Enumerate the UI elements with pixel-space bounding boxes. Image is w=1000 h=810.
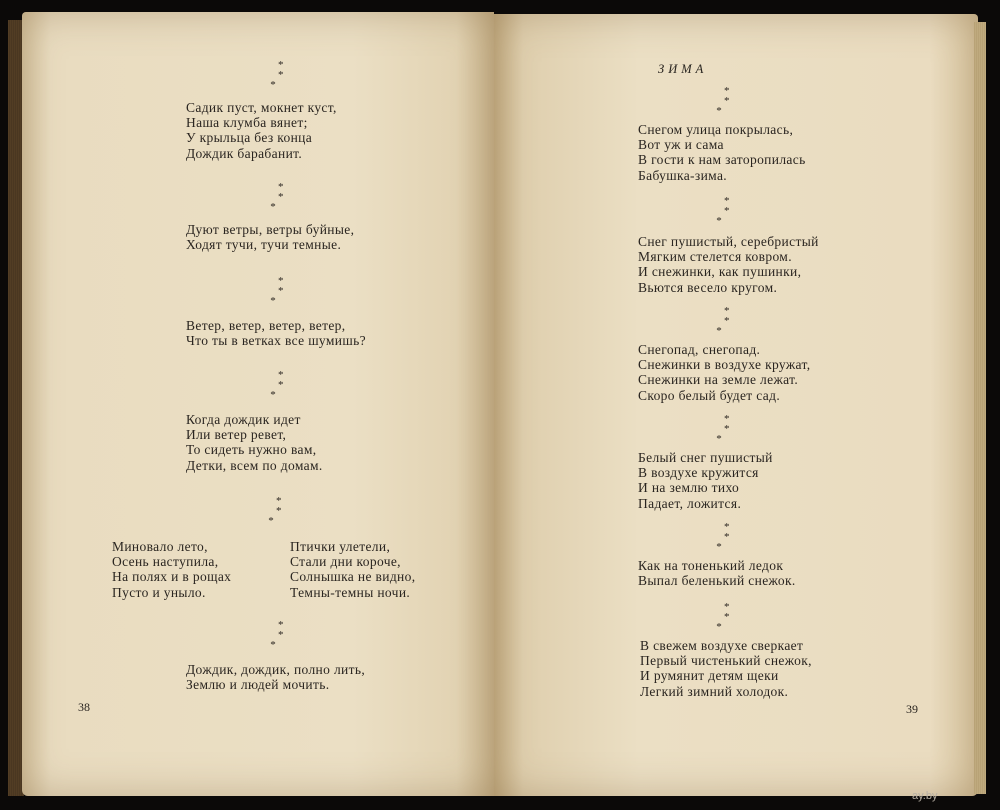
poem-line: Наша клумба вянет; bbox=[186, 115, 308, 131]
poem-line: Как на тоненький ледок bbox=[638, 558, 784, 573]
poem-line: Снегом улица покрылась, bbox=[638, 122, 794, 137]
stanza-left-5-col2 bbox=[290, 539, 415, 600]
stanza-left-1 bbox=[186, 100, 337, 161]
poem-line: Темны-темны ночи. bbox=[290, 584, 411, 600]
poem-line: Скоро белый будет сад. bbox=[638, 387, 781, 403]
poem-line: Снежинки в воздухе кружат, bbox=[638, 357, 811, 373]
stanza-separator: * * * bbox=[270, 619, 314, 651]
poem-line: Первый чистенький снежок, bbox=[640, 653, 812, 669]
poem-line: Легкий зимний холодок. bbox=[640, 683, 789, 699]
stanza-left-2 bbox=[186, 222, 354, 252]
poem-line: Осень наступила, bbox=[112, 554, 219, 570]
poem-line: Стали дни короче, bbox=[290, 554, 401, 570]
poem-line: Дождик, дождик, полно лить, bbox=[186, 662, 366, 677]
stanza-separator: * * * bbox=[716, 85, 760, 117]
poem-line: Солнышка не видно, bbox=[290, 569, 416, 585]
poem-line: Ходят тучи, тучи темные. bbox=[186, 237, 342, 253]
stanza-separator: * * * bbox=[716, 601, 760, 633]
poem-line: И румянит детям щеки bbox=[640, 668, 779, 684]
page-number-left: 38 bbox=[78, 700, 90, 714]
poem-line: Пусто и уныло. bbox=[112, 584, 206, 600]
poem-line: Вот уж и сама bbox=[638, 137, 724, 153]
stanza-left-4 bbox=[186, 412, 323, 473]
poem-line: Снежинки на земле лежат. bbox=[638, 372, 799, 388]
poem-line: В гости к нам заторопилась bbox=[638, 152, 806, 168]
poem-line: Дождик барабанит. bbox=[186, 145, 303, 161]
poem-line: И на землю тихо bbox=[638, 480, 740, 496]
poem-line: В свежем воздухе сверкает bbox=[640, 638, 804, 653]
poem-line: Землю и людей мочить. bbox=[186, 677, 330, 693]
poem-line: В воздухе кружится bbox=[638, 465, 759, 481]
stanza-left-3 bbox=[186, 318, 366, 348]
stanza-right-4 bbox=[638, 450, 773, 511]
poem-line: Падает, ложится. bbox=[638, 495, 742, 511]
poem-line: И снежинки, как пушинки, bbox=[638, 264, 802, 280]
poem-line: Миновало лето, bbox=[112, 539, 208, 554]
stanza-right-3 bbox=[638, 342, 810, 403]
poem-line: Детки, всем по домам. bbox=[186, 457, 323, 473]
stanza-separator: * * * bbox=[716, 413, 760, 445]
poem-line: Снегопад, снегопад. bbox=[638, 342, 761, 357]
stanza-right-1 bbox=[638, 122, 806, 183]
poem-line: Ветер, ветер, ветер, ветер, bbox=[186, 318, 346, 333]
poem-line: На полях и в рощах bbox=[112, 569, 232, 585]
poem-line: Дуют ветры, ветры буйные, bbox=[186, 222, 355, 237]
poem-line: У крыльца без конца bbox=[186, 130, 313, 146]
stanza-separator: * * * bbox=[268, 495, 312, 527]
poem-title: ЗИМА bbox=[658, 62, 708, 76]
poem-line: Бабушка-зима. bbox=[638, 167, 728, 183]
stanza-separator: * * * bbox=[716, 521, 760, 553]
poem-line: Снег пушистый, серебристый bbox=[638, 234, 819, 249]
stanza-separator: * * * bbox=[270, 59, 314, 91]
poem-line: Белый снег пушистый bbox=[638, 450, 773, 465]
poem-line: Садик пуст, мокнет куст, bbox=[186, 100, 337, 115]
poem-line: Что ты в ветках все шумишь? bbox=[186, 333, 366, 349]
stanza-right-2 bbox=[638, 234, 819, 295]
stanza-separator: * * * bbox=[270, 369, 314, 401]
stanza-left-5-col1 bbox=[112, 539, 231, 600]
poem-line: То сидеть нужно вам, bbox=[186, 442, 317, 458]
poem-line: Вьются весело кругом. bbox=[638, 279, 778, 295]
poem-line: Мягким стелется ковром. bbox=[638, 249, 792, 265]
stanza-separator: * * * bbox=[716, 305, 760, 337]
watermark: ay.by bbox=[912, 790, 938, 802]
stanza-left-6 bbox=[186, 662, 365, 692]
stanza-separator: * * * bbox=[270, 181, 314, 213]
stanza-separator: * * * bbox=[716, 195, 760, 227]
book-edge-right bbox=[974, 22, 986, 794]
stanza-right-6 bbox=[640, 638, 812, 699]
poem-line: Или ветер ревет, bbox=[186, 427, 287, 443]
stanza-right-5 bbox=[638, 558, 796, 588]
poem-line: Выпал беленький снежок. bbox=[638, 573, 796, 589]
poem-line: Когда дождик идет bbox=[186, 412, 301, 427]
page-number-right: 39 bbox=[906, 702, 918, 716]
poem-line: Птички улетели, bbox=[290, 539, 391, 554]
stanza-separator: * * * bbox=[270, 275, 314, 307]
